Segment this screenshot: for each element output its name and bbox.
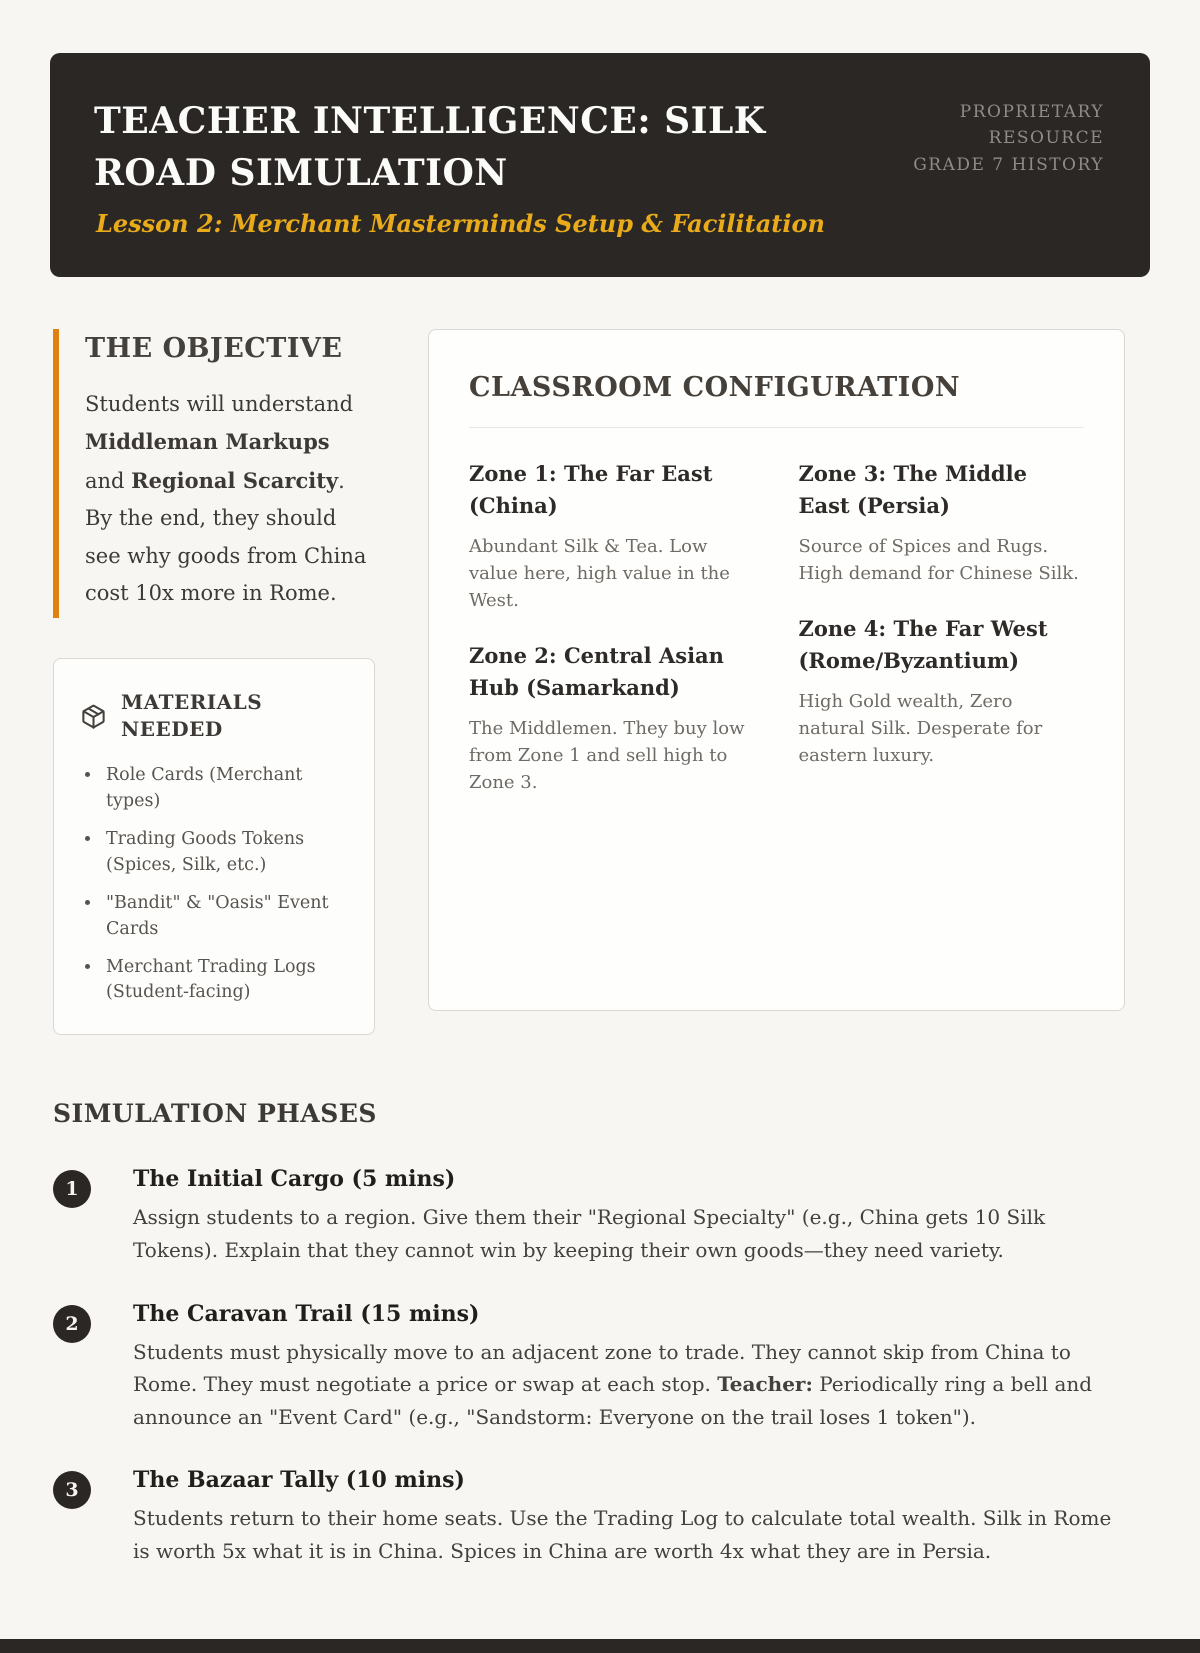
meta-line: GRADE 7 HISTORY xyxy=(913,154,1104,175)
phase-number-badge: 1 xyxy=(53,1170,91,1208)
zone-title: Zone 1: The Far East (China) xyxy=(469,461,713,518)
zones-grid xyxy=(469,458,1084,822)
phase-description: Students must physically move to an adjacent zone to trade. They cannot skip from China to Rome. They must negotiate a price or swap at each stop. Teacher: Periodically ring a bell and announce an "Event Card" (e.g., "Sandstorm: Everyone on the trail loses 1 token"). xyxy=(133,1339,1093,1429)
objective-heading: THE OBJECTIVE xyxy=(85,333,343,364)
materials-item: • Trading Goods Tokens (Spices, Silk, etc.) xyxy=(102,827,348,879)
meta-line: RESOURCE xyxy=(988,128,1104,149)
simulation-phases-section xyxy=(53,1099,1125,1567)
header xyxy=(50,53,1150,277)
phase-description: Assign students to a region. Give them their "Regional Specialty" (e.g., China gets 10 Silk Tokens). Explain that they cannot win by keeping their own goods—they need variety. xyxy=(133,1205,1046,1262)
zone-description: Abundant Silk & Tea. Low value here, high value in the West. xyxy=(469,536,730,611)
zone xyxy=(799,613,1085,769)
phase-item xyxy=(53,1166,1125,1266)
header-text xyxy=(94,95,913,238)
classroom-configuration-card xyxy=(428,329,1125,1011)
zone-column xyxy=(799,458,1085,822)
zone-title: Zone 3: The Middle East (Persia) xyxy=(798,461,1027,518)
phase-title: The Bazaar Tally (10 mins) xyxy=(133,1467,465,1494)
package-icon xyxy=(80,703,107,730)
zone-description: Source of Spices and Rugs. High demand for Chinese Silk. xyxy=(798,536,1079,584)
materials-item: • "Bandit" & "Oasis" Event Cards xyxy=(102,891,348,943)
zone xyxy=(799,458,1085,587)
materials-header xyxy=(80,689,348,743)
phase-list xyxy=(53,1166,1125,1567)
phase-content xyxy=(133,1166,1125,1266)
page-title: TEACHER INTELLIGENCE: SILK ROAD SIMULATION xyxy=(94,100,766,195)
zone-description: The Middlemen. They buy low from Zone 1 and sell high to Zone 3. xyxy=(469,718,745,793)
phase-number-badge: 3 xyxy=(53,1471,91,1509)
materials-card xyxy=(53,658,375,1035)
phase-item xyxy=(53,1301,1125,1434)
zone-title: Zone 2: Central Asian Hub (Samarkand) xyxy=(469,643,724,700)
phase-content xyxy=(133,1301,1125,1434)
phase-title: The Initial Cargo (5 mins) xyxy=(133,1166,456,1193)
phase-content xyxy=(133,1467,1125,1567)
zone-column xyxy=(469,458,755,822)
phase-title: The Caravan Trail (15 mins) xyxy=(133,1300,480,1327)
phase-number-badge: 2 xyxy=(53,1305,91,1343)
objective-section xyxy=(53,329,375,618)
phase-item xyxy=(53,1467,1125,1567)
materials-item: • Merchant Trading Logs (Student-facing) xyxy=(102,955,348,1007)
footer-bar xyxy=(0,1639,1200,1653)
zone-title: Zone 4: The Far West (Rome/Byzantium) xyxy=(798,616,1048,673)
phases-heading: SIMULATION PHASES xyxy=(53,1099,377,1129)
header-meta xyxy=(913,95,1104,178)
zone xyxy=(469,458,755,614)
left-column xyxy=(53,329,375,1035)
main-content xyxy=(53,329,1125,1035)
page-subtitle: Lesson 2: Merchant Masterminds Setup & Facilitation xyxy=(96,209,825,239)
zone xyxy=(469,640,755,796)
phase-description: Students return to their home seats. Use the Trading Log to calculate total wealth. Silk in Rome is worth 5x what it is in China. Spices in China are worth 4x what they are in Persia. xyxy=(133,1506,1112,1563)
zone-description: High Gold wealth, Zero natural Silk. Desperate for eastern luxury. xyxy=(798,691,1043,766)
materials-heading: MATERIALS NEEDED xyxy=(121,690,263,742)
config-heading: CLASSROOM CONFIGURATION xyxy=(469,372,1084,428)
objective-paragraph: Students will understand Middleman Markups and Regional Scarcity. By the end, they should see why goods from China cost 10x more in Rome. xyxy=(85,392,367,605)
materials-list xyxy=(80,763,348,1006)
meta-line: PROPRIETARY xyxy=(959,102,1104,122)
materials-item: • Role Cards (Merchant types) xyxy=(102,763,348,815)
